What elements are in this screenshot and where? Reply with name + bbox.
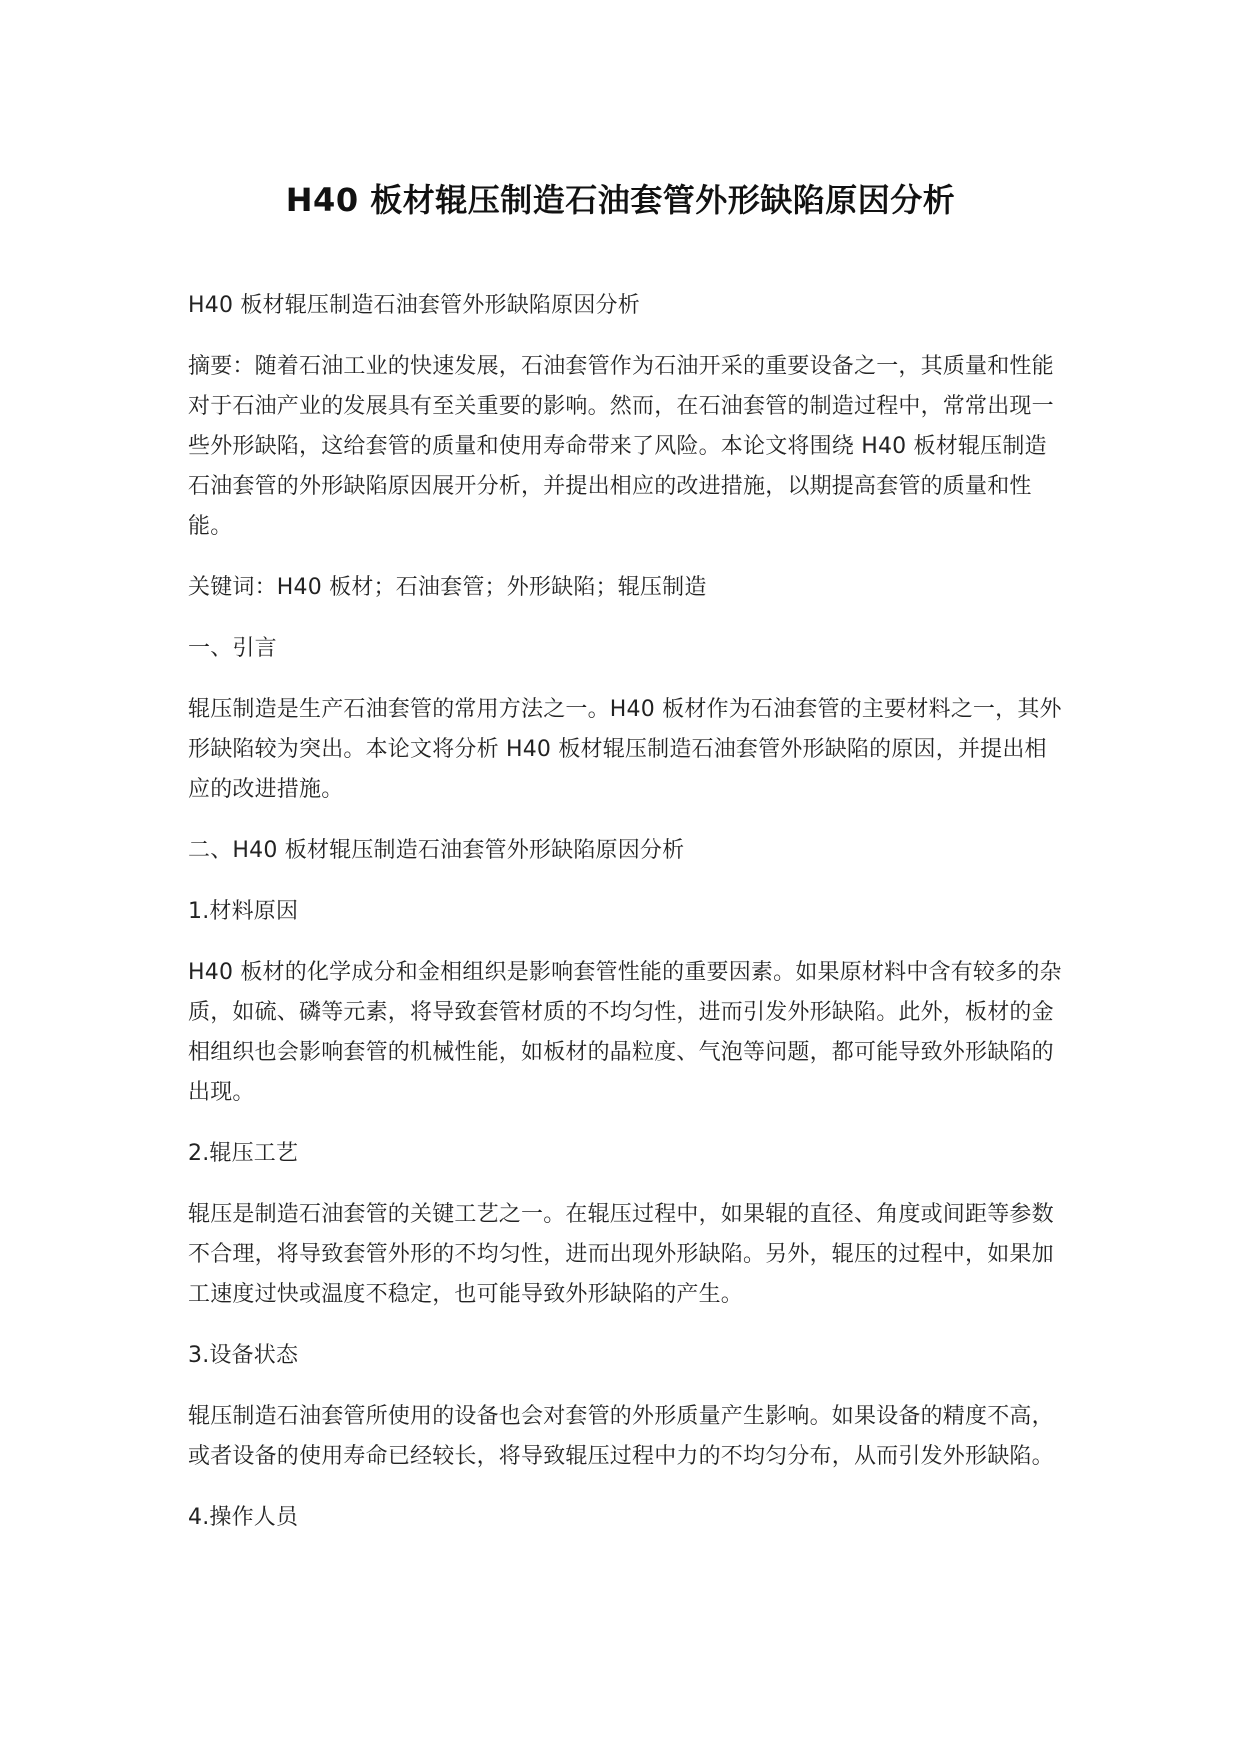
section-heading-introduction: 一、引言: [188, 636, 277, 661]
subheading-material: 1.材料原因: [188, 899, 299, 924]
introduction-paragraph: 辊压制造是生产石油套管的常用方法之一。H40 板材作为石油套管的主要材料之一，其外形缺陷较为突出。本论文将分析 H40 板材辊压制造石油套管外形缺陷的原因，并提出相应的改进措施。: [188, 697, 1062, 802]
document-title: H40 板材辊压制造石油套管外形缺陷原因分析: [285, 181, 956, 219]
material-paragraph: H40 板材的化学成分和金相组织是影响套管性能的重要因素。如果原材料中含有较多的杂质，如硫、磷等元素，将导致套管材质的不均匀性，进而引发外形缺陷。此外，板材的金相组织也会影响套管的机械性能，如板材的晶粒度、气泡等问题，都可能导致外形缺陷的出现。: [188, 960, 1062, 1105]
equipment-paragraph: 辊压制造石油套管所使用的设备也会对套管的外形质量产生影响。如果设备的精度不高，或者设备的使用寿命已经较长，将导致辊压过程中力的不均匀分布，从而引发外形缺陷。: [188, 1404, 1054, 1469]
subtitle-paragraph: H40 板材辊压制造石油套管外形缺陷原因分析: [188, 293, 640, 318]
keywords-paragraph: 关键词：H40 板材；石油套管；外形缺陷；辊压制造: [188, 575, 707, 600]
document-body: [188, 286, 1068, 1538]
abstract-paragraph: 摘要：随着石油工业的快速发展，石油套管作为石油开采的重要设备之一，其质量和性能对于石油产业的发展具有至关重要的影响。然而，在石油套管的制造过程中，常常出现一些外形缺陷，这给套管的质量和使用寿命带来了风险。本论文将围绕 H40 板材辊压制造石油套管的外形缺陷原因展开分析，并提出相应的改进措施，以期提高套管的质量和性能。: [188, 354, 1054, 539]
subheading-rolling-process: 2.辊压工艺: [188, 1141, 299, 1166]
subheading-equipment: 3.设备状态: [188, 1343, 299, 1368]
subheading-operators: 4.操作人员: [188, 1505, 299, 1530]
section-heading-analysis: 二、H40 板材辊压制造石油套管外形缺陷原因分析: [188, 838, 685, 863]
rolling-process-paragraph: 辊压是制造石油套管的关键工艺之一。在辊压过程中，如果辊的直径、角度或间距等参数不合理，将导致套管外形的不均匀性，进而出现外形缺陷。另外，辊压的过程中，如果加工速度过快或温度不稳定，也可能导致外形缺陷的产生。: [188, 1202, 1054, 1307]
